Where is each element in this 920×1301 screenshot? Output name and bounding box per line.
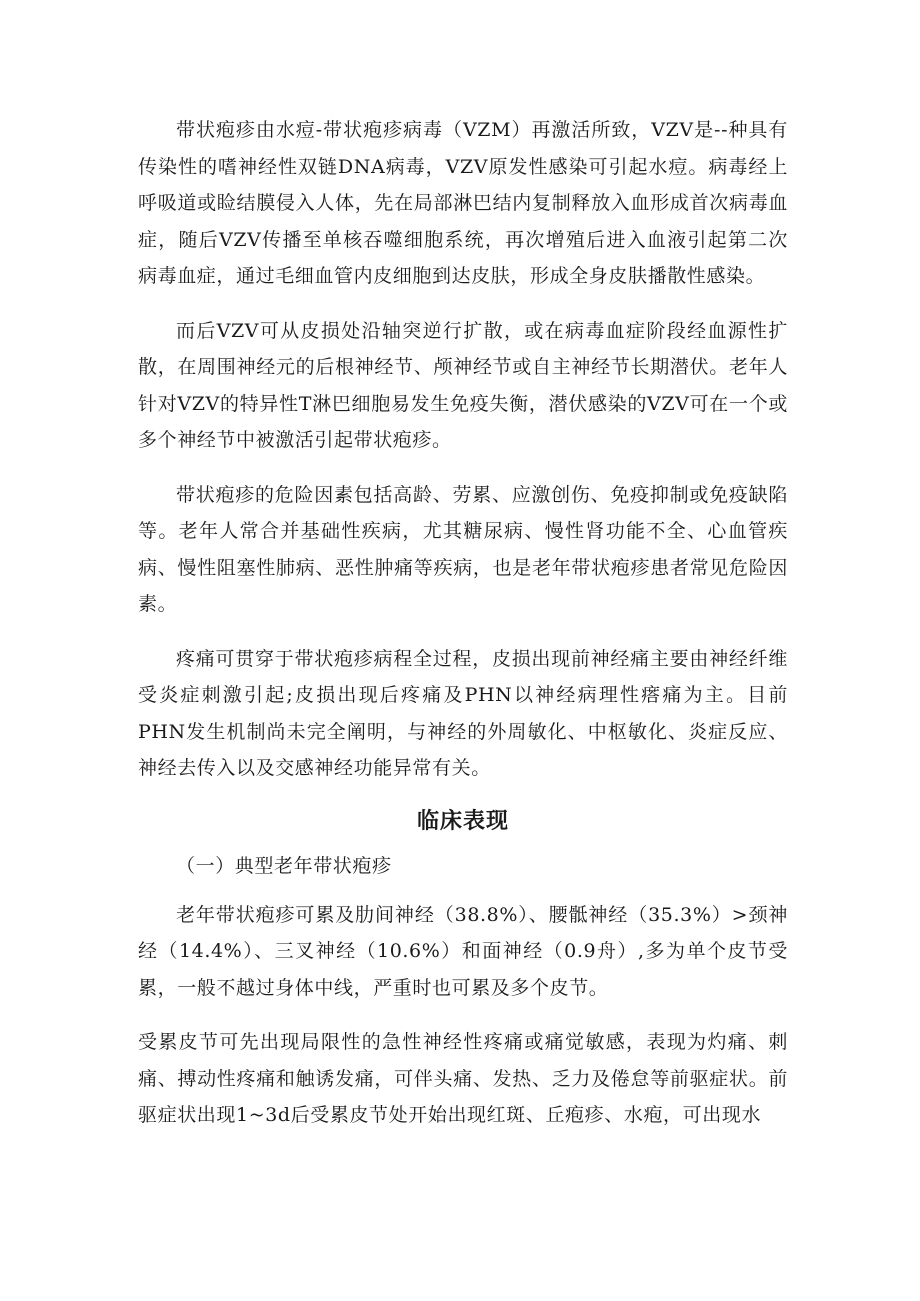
paragraph-risk-factors: 带状疱疹的危险因素包括高龄、劳累、应激创伤、免疫抑制或免疫缺陷等。老年人常合并基础性疾病，尤其糖尿病、慢性肾功能不全、心血管疾病、慢性阻塞性肺病、恶性肿痛等疾病，也是老年带状疱疹患者常见危险因素。: [138, 483, 788, 615]
paragraph-prodrome: 受累皮节可先出现局限性的急性神经性疼痛或痛觉敏感，表现为灼痛、刺痛、搏动性疼痛和触诱发痛，可伴头痛、发热、乏力及倦怠等前驱症状。前驱症状出现1~3d后受累皮节处开始出现红斑、丘疱疹、水疱，可出现水: [138, 1031, 788, 1126]
section-subtitle: （一）典型老年带状疱疹: [176, 854, 392, 877]
paragraph-pain: 疼痛可贯穿于带状疱疹病程全过程，皮损出现前神经痛主要由神经纤维受炎症刺激引起;皮损出现后疼痛及PHN以神经病理性瘩痛为主。目前PHN发生机制尚未完全阐明，与神经的外周敏化、中枢敏化、炎症反应、神经去传入以及交感神经功能异常有关。: [138, 647, 788, 779]
paragraph-distribution: 老年带状疱疹可累及肋间神经（38.8%）、腰骶神经（35.3%）>颈神经（14.4%）、三叉神经（10.6%）和面神经（0.9舟）,多为单个皮节受累，一般不越过身体中线，严重时也可累及多个皮节。: [138, 903, 788, 999]
section-title: 临床表现: [416, 808, 509, 834]
document-page: [138, 112, 788, 1148]
paragraph-latency: 而后VZV可从皮损处沿轴突逆行扩散，或在病毒血症阶段经血源性扩散，在周围神经元的后根神经节、颅神经节或自主神经节长期潜伏。老年人针对VZV的特异性T淋巴细胞易发生免疫失衡，潜伏感染的VZV可在一个或多个神经节中被激活引起带状疱疹。: [138, 319, 788, 451]
paragraph-pathogenesis: 带状疱疹由水痘-带状疱疹病毒（VZM）再激活所致，VZV是--种具有传染性的嗜神经性双链DNA病毒，VZV原发性感染可引起水痘。病毒经上呼吸道或睑结膜侵入人体，先在局部淋巴结内复制释放入血形成首次病毒血症，随后VZV传播至单核吞噬细胞系统，再次增殖后进入血液引起第二次病毒血症，通过毛细血管内皮细胞到达皮肤，形成全身皮肤播散性感染。: [138, 119, 788, 287]
